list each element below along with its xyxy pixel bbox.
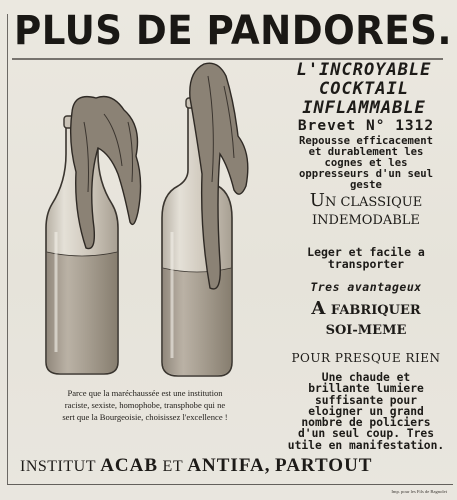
bottles-illustration bbox=[38, 62, 270, 386]
patent-number: Brevet N° 1312 bbox=[297, 118, 435, 134]
subhead-line-1: L'INCROYABLE bbox=[296, 60, 432, 80]
description-3: Une chaude et brillante lumiere suffisante pour eloigner un grand nombre de policiers d'un seul coup. Tres utile en manifestation. bbox=[287, 371, 445, 452]
description-1: Repousse efficacement et durablement les cognes et les oppresseurs d'un seul geste bbox=[299, 135, 433, 191]
bottom-rule bbox=[7, 484, 453, 485]
illustration-caption: Parce que la maréchaussée est une institution raciste, sexiste, homophobe, transphobe qui ne sert que la Bourgeoisie, choisissez l'excellence ! bbox=[62, 388, 228, 422]
fabriquer-line: A FABRIQUER bbox=[311, 298, 421, 319]
imprint-note: Imp. pour les Fils de Bagnolet bbox=[391, 489, 447, 494]
headline: PLUS DE PANDORES. bbox=[14, 8, 453, 54]
description-2: Leger et facile a transporter bbox=[307, 245, 425, 271]
subhead-line-3: INFLAMMABLE bbox=[302, 98, 426, 118]
bottle-left bbox=[46, 97, 141, 375]
classique-line: UN CLASSIQUE bbox=[309, 190, 423, 211]
left-rule bbox=[7, 14, 8, 484]
avantageux: Tres avantageux bbox=[310, 280, 422, 294]
soi-meme: SOI-MEME bbox=[325, 323, 407, 338]
indemodable: INDEMODABLE bbox=[312, 213, 420, 228]
bottle-right bbox=[162, 63, 248, 376]
subhead-line-2: COCKTAIL bbox=[319, 79, 409, 99]
footer-signature: INSTITUT ACAB ET ANTIFA, PARTOUT bbox=[20, 455, 373, 476]
presque-rien: POUR PRESQUE RIEN bbox=[291, 351, 441, 365]
